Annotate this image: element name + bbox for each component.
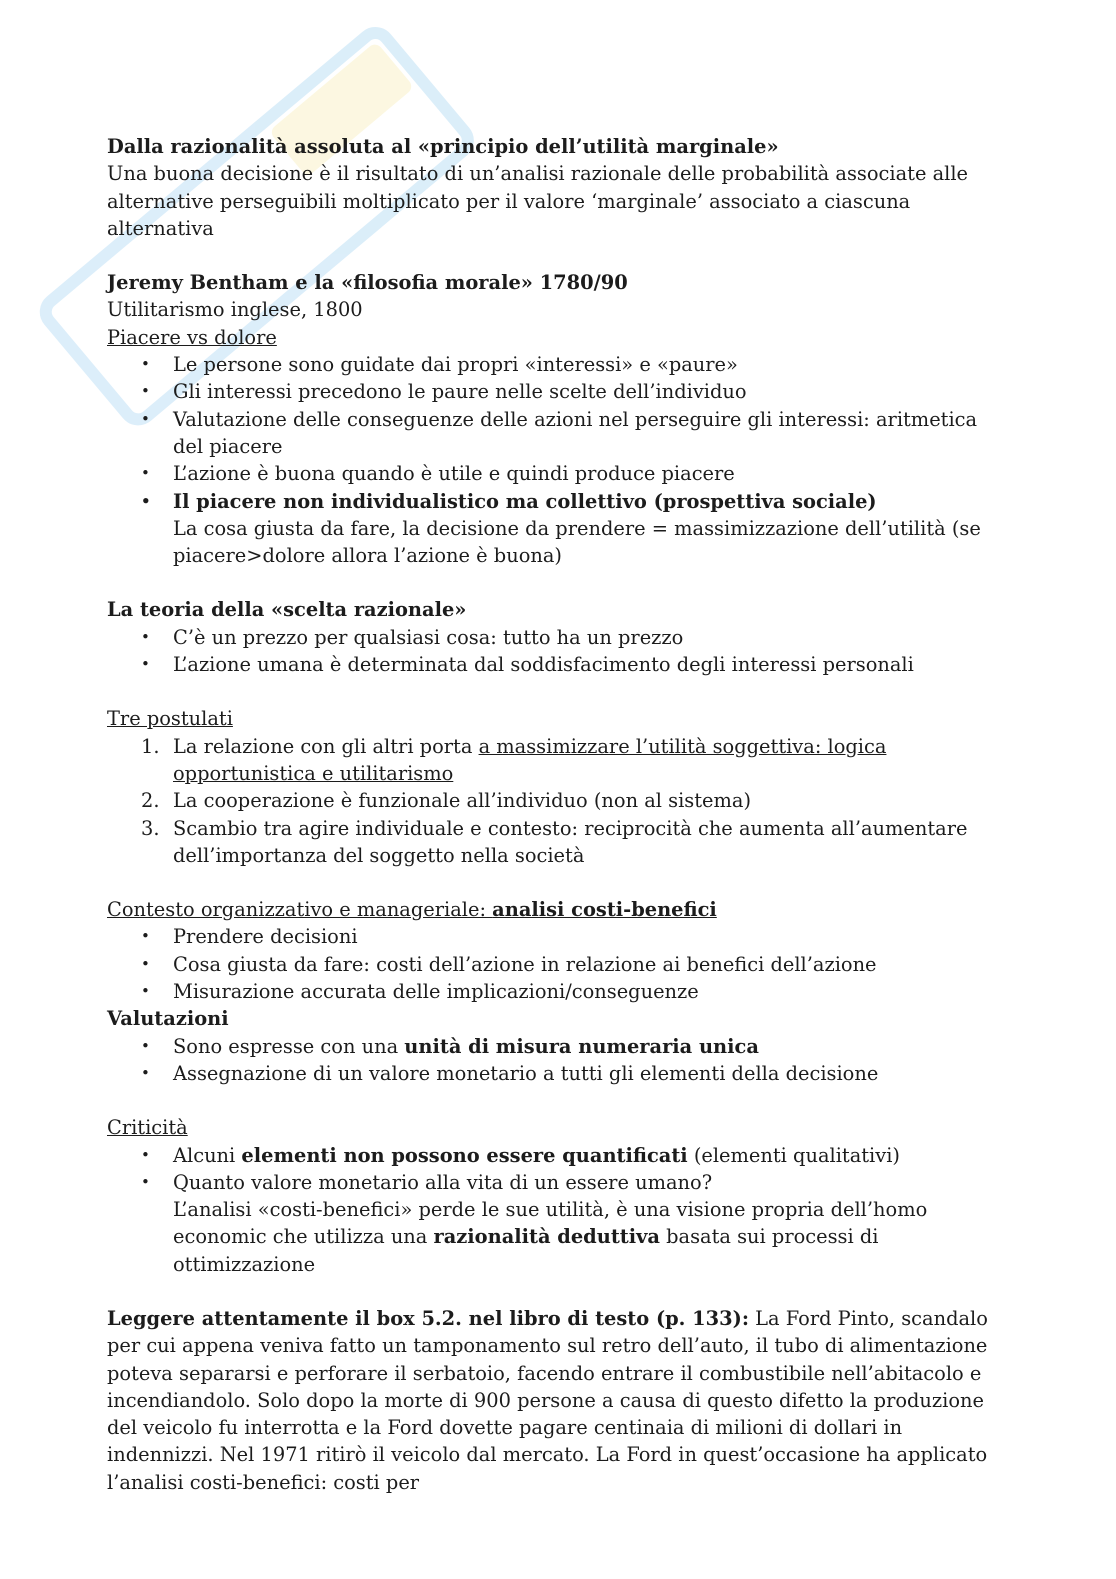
list-item (107, 733, 1007, 788)
list-item-bold: unità di misura numeraria unica (404, 1034, 759, 1058)
list-item-text: Alcuni (173, 1143, 242, 1167)
list-item: • Assegnazione di un valore monetario a tutti gli elementi della decisione (107, 1060, 1007, 1087)
list-item-underlined: a massimizzare l’utilità soggettiva: logica opportunistica e utilitarismo (173, 734, 887, 785)
list-item-text: La relazione con gli altri porta (173, 734, 479, 758)
list-item: • Misurazione accurata delle implicazioni/conseguenze (107, 978, 1007, 1005)
paragraph-text: La Ford Pinto, scandalo per cui appena veniva fatto un tamponamento sul retro dell’auto, il tubo di alimentazione poteva separarsi e perforare il serbatoio, facendo entrare il combustibile nell’abitacolo e incendiandolo. Solo dopo la morte di 900 persone a causa di questo difetto la produzione del veicolo fu interrotta e la Ford dovette pagare centinaia di milioni di dollari in indennizzi. Nel 1971 ritirò il veicolo dal mercato. La Ford in quest’occasione ha applicato l’analisi costi-benefici: costi per (107, 1306, 988, 1494)
paragraph-bold: Leggere attentamente il box 5.2. nel libro di testo (p. 133): (107, 1306, 749, 1330)
section-title-utilita-marginale: Dalla razionalità assoluta al «principio dell’utilità marginale» (107, 135, 779, 158)
list-item-text: Scambio tra agire individuale e contesto: reciprocità che aumenta all’aumentare dell’importanza del soggetto nella società (173, 816, 968, 867)
section-title-bentham: Jeremy Bentham e la «filosofia morale» 1780/90 (107, 271, 628, 295)
list-item (107, 815, 1007, 870)
heading-criticita: Criticità (107, 1116, 188, 1140)
paragraph-ford-pinto (107, 1305, 1007, 1496)
list-item-text: La cooperazione è funzionale all’individuo (non al sistema) (173, 789, 752, 813)
list-item: • Le persone sono guidate dai propri «interessi» e «paure» (107, 351, 1007, 378)
list-item: • L’azione umana è determinata dal soddisfacimento degli interessi personali (107, 651, 1007, 678)
list-number: 2. (141, 789, 160, 813)
list-item: • Prendere decisioni (107, 923, 1007, 950)
heading-piacere-dolore: Piacere vs dolore (107, 325, 277, 349)
bentham-list (107, 351, 1007, 515)
list-item (107, 1033, 1007, 1060)
paragraph-text: basata sui processi di ottimizzazione (173, 1225, 879, 1276)
list-item-text: (elementi qualitativi) (687, 1143, 900, 1167)
list-item: • Il piacere non individualistico ma collettivo (prospettiva sociale) (107, 488, 1007, 515)
list-item: • Cosa giusta da fare: costi dell’azione in relazione ai benefici dell’azione (107, 951, 1007, 978)
scelta-razionale-list (107, 624, 1007, 679)
valutazioni-list (107, 1033, 1007, 1088)
paragraph-bold: razionalità deduttiva (433, 1225, 660, 1249)
contesto-list (107, 923, 1007, 1005)
heading-plain-text: Contesto organizzativo e manageriale: (107, 898, 493, 922)
subtitle-utilitarismo: Utilitarismo inglese, 1800 (107, 298, 363, 322)
heading-contesto-organizzativo (107, 896, 1007, 923)
list-item: • Quanto valore monetario alla vita di un essere umano? (107, 1169, 1007, 1196)
paragraph-buona-decisione: Una buona decisione è il risultato di un’analisi razionale delle probabilità associate alle alternative perseguibili moltiplicato per il valore ‘marginale’ associato a ciascuna alternativa (107, 162, 969, 240)
list-item: • Gli interessi precedono le paure nelle scelte dell’individuo (107, 378, 1007, 405)
list-number: 3. (141, 816, 160, 840)
list-item: • L’azione è buona quando è utile e quindi produce piacere (107, 460, 1007, 487)
document-page (107, 133, 1007, 1496)
paragraph-cosa-giusta: La cosa giusta da fare, la decisione da prendere = massimizzazione dell’utilità (se piacere>dolore allora l’azione è buona) (173, 516, 981, 568)
list-item-bold: elementi non possono essere quantificati (241, 1143, 688, 1167)
list-number: 1. (141, 734, 160, 758)
postulati-list (107, 733, 1007, 869)
heading-valutazioni: Valutazioni (107, 1007, 229, 1031)
paragraph-analisi-costi-benefici (107, 1196, 1007, 1278)
criticita-list (107, 1142, 1007, 1197)
list-item: • Valutazione delle conseguenze delle azioni nel perseguire gli interessi: aritmetica del piacere (107, 406, 1007, 461)
list-item: • C’è un prezzo per qualsiasi cosa: tutto ha un prezzo (107, 624, 1007, 651)
paragraph-text: L’analisi «costi-benefici» perde le sue utilità, è una visione propria dell’homo economic che utilizza una (173, 1198, 928, 1249)
section-title-scelta-razionale: La teoria della «scelta razionale» (107, 598, 467, 622)
list-item (107, 1142, 1007, 1169)
heading-bold-text: analisi costi-benefici (492, 898, 717, 922)
list-item-text: Sono espresse con una (173, 1034, 405, 1058)
list-item (107, 787, 1007, 814)
heading-tre-postulati: Tre postulati (107, 707, 233, 731)
